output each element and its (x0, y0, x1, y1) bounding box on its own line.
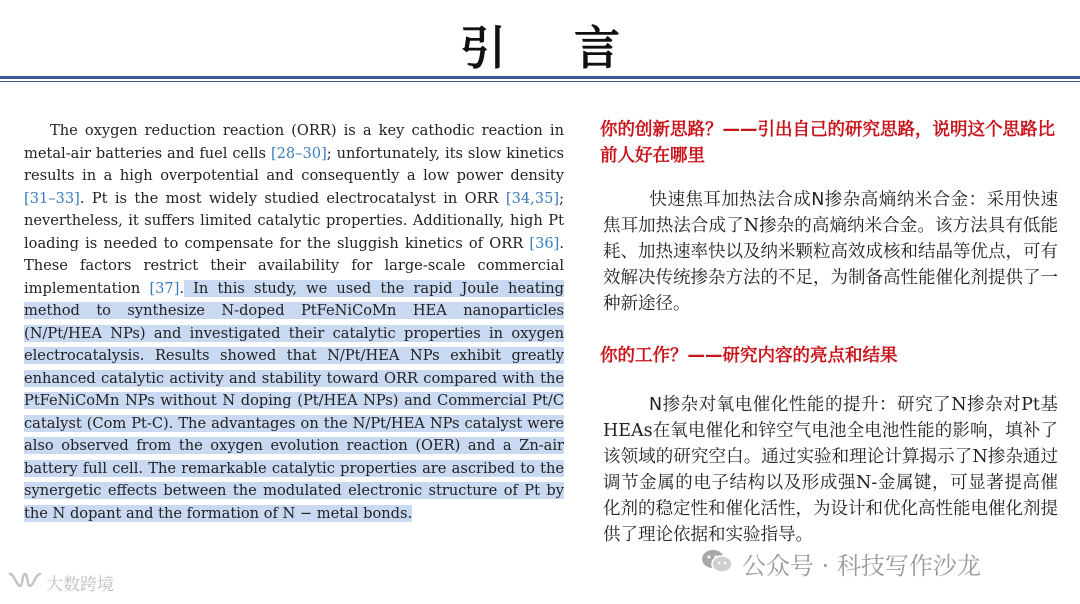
work-text: 研究了N掺杂对Pt基HEAs在氧电催化和锌空气电池全电池性能的影响，填补了该领域的研究空白。通过实验和理论计算揭示了N掺杂通过调节金属的电子结构以及形成强N-金属键，可显著提高催化剂的稳定性和催化活性，为设计和优化高性能电催化剂提供了理论依据和实验指导。 (603, 395, 1058, 545)
paper-text-3: . Pt is the most widely studied electrocatalyst in ORR (79, 189, 506, 207)
title-rule-thick (0, 76, 1080, 79)
watermark-left-text: 大数跨境 (46, 575, 114, 595)
work-body (603, 392, 1058, 548)
watermark-left (8, 570, 114, 595)
citation-link: [34,35] (505, 189, 560, 207)
paper-text-6: . (179, 279, 185, 297)
slide-title: 引 言 (459, 21, 646, 75)
paper-text-4: ; nevertheless, it suffers limited catalytic properties. Additionally, high Pt loading is needed to compensate for the sluggish kinetics of ORR (24, 189, 564, 252)
highlighted-text: In this study, we used the rapid Joule heating method to synthesize N-doped PtFeNiCoMn HEA nanoparticles (N/Pt/HEA NPs) and investigated their catalytic properties in oxygen electrocatalysis. Results showed that N/Pt/HEA NPs exhibit greatly enhanced catalytic activity and stability toward ORR compared with the PtFeNiCoMn NPs without N doping (Pt/HEA NPs) and Commercial Pt/C catalyst (Com Pt-C). The advantages on the N/Pt/HEA NPs catalyst were also observed from the oxygen evolution reaction (OER) and a Zn-air battery full cell. The remarkable catalytic properties are ascribed to the synergetic effects between the modulated electronic structure of Pt by the N dopant and the formation of N − metal bonds. (24, 279, 564, 522)
work-question: 你的工作？——研究内容的亮点和结果 (600, 346, 898, 366)
paper-text-5: . These factors restrict their availability for large-scale commercial implementation (24, 234, 564, 297)
wechat-icon (700, 547, 734, 581)
watermark-right-text: 公众号 · 科技写作沙龙 (742, 552, 981, 580)
paper-text-2: ; unfortunately, its slow kinetics results in a high overpotential and consequently a low power density (24, 144, 564, 184)
work-heading: N掺杂对氧电催化性能的提升： (649, 395, 898, 415)
paper-excerpt (24, 120, 564, 525)
citation-link: [31–33] (24, 189, 80, 207)
citation-link: [36] (529, 234, 560, 252)
citation-link: [37] (149, 279, 180, 297)
innovation-text: 采用快速焦耳加热法合成了N掺杂的高熵纳米合金。该方法具有低能耗、加热速率快以及纳米颗粒高效成核和结晶等优点，可有效解决传统掺杂方法的不足，为制备高性能催化剂提供了一种新途径。 (603, 190, 1059, 314)
innovation-question: 你的创新思路？——引出自己的研究思路，说明这个思路比前人好在哪里 (600, 120, 1055, 166)
title-rule-thin (0, 81, 1080, 82)
citation-link: [28–30] (270, 144, 327, 162)
paper-text-1: The oxygen reduction reaction (ORR) is a key cathodic reaction in metal-air batteries and fuel cells (24, 122, 564, 162)
wechat-channels-icon (8, 570, 42, 595)
innovation-body (603, 187, 1058, 317)
watermark-right (700, 546, 981, 581)
innovation-heading: 快速焦耳加热法合成N掺杂高熵纳米合金： (649, 190, 987, 210)
